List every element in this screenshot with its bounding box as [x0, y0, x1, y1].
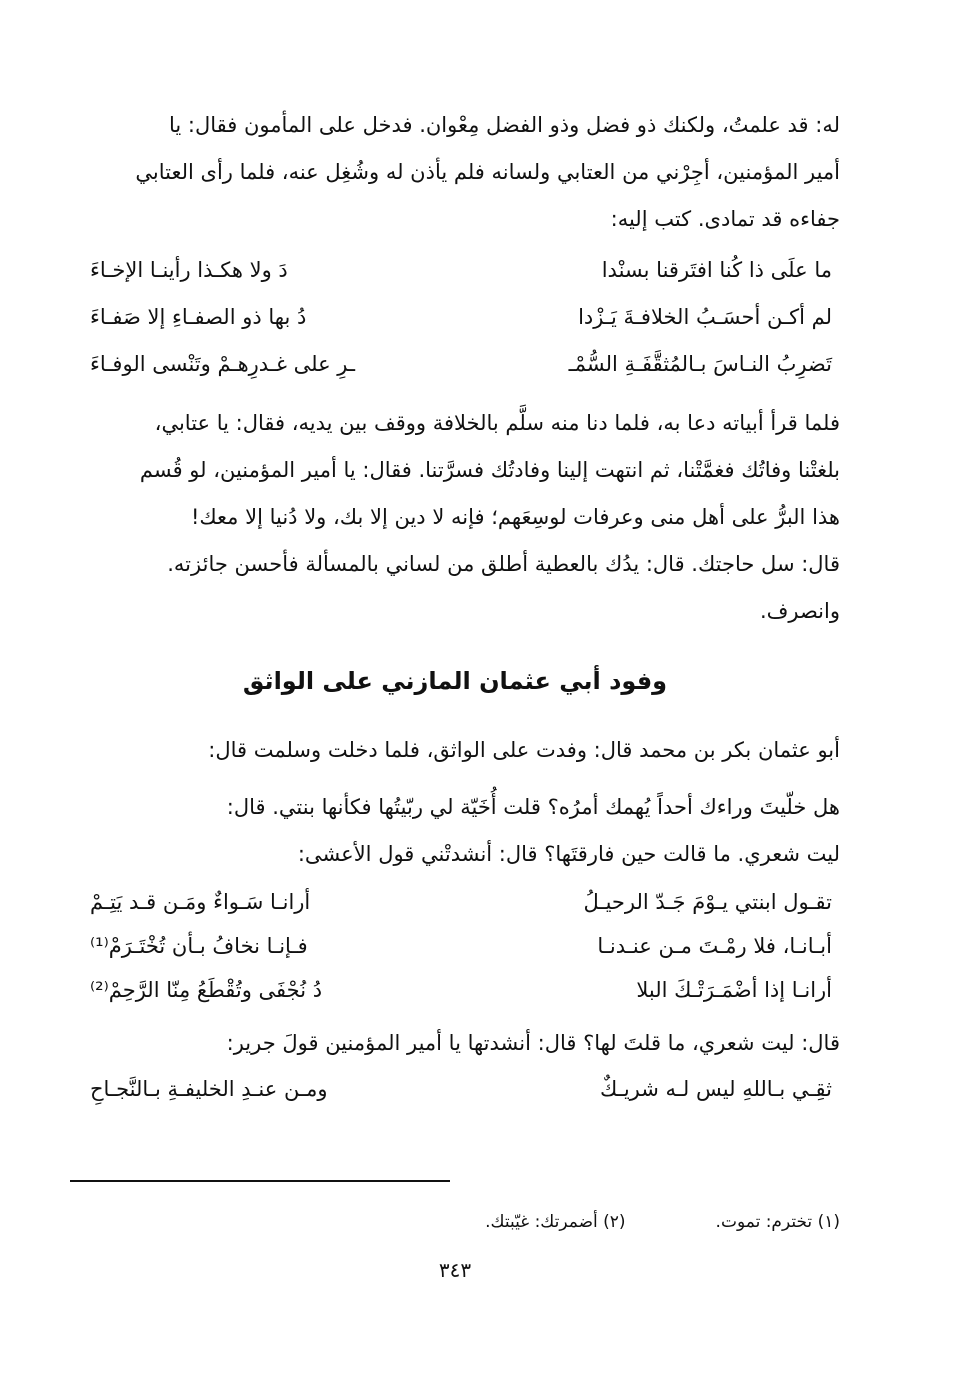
verse-second-hemistich: أرانـا سَـواءٌ ومَـن قـد يَتِـمْ — [90, 890, 311, 914]
text-line: أبو عثمان بكر بن محمد قال: وفدت على الواثق، فلما دخلت وسلمت قال: — [208, 738, 840, 762]
verse — [70, 880, 840, 924]
verse — [70, 968, 840, 1012]
paragraph-5 — [70, 1020, 840, 1067]
text-line: ليت شعري. ما قالت حين فارقتَها؟ قال: أنشدتْني قول الأعشى: — [297, 842, 840, 866]
verse-second-hemistich: ومـن عنـدِ الخليفـةِ بـالنَّجـاحِ — [90, 1077, 328, 1101]
poem-3 — [70, 1067, 840, 1111]
verse — [70, 1067, 840, 1111]
text-line: بلغتْنا وفاتُك فغمَّتْنا، ثم انتهت إلينا وفادتُك فسرَّتنا. فقال: يا أمير المؤمنين، لو قُسم — [139, 458, 840, 482]
verse-first-hemistich: ثقِـي بـاللهِ ليس لـه شريـكٌ — [599, 1077, 832, 1101]
text-line: له: قد علمتُ، ولكنك ذو فضل وذو الفضل مِعْوان. فدخل على المأمون فقال: يا — [168, 113, 840, 137]
text-line: فلما قرأ أبياته دعا به، فلما دنا منه سلَّم بالخلافة ووقف بين يديه، فقال: يا عتابي، — [154, 411, 840, 435]
paragraph-1 — [70, 102, 840, 243]
footnote-divider — [70, 1180, 450, 1182]
text-line: وانصرف. — [759, 599, 840, 623]
verse — [70, 247, 840, 294]
verse-first-hemistich: لم أكـن أحسَـبُ الخلافـةَ يَـزْدا — [578, 305, 832, 329]
text-line: قال: سل حاجتك. قال: يدُك بالعطية أطلق من لساني بالمسألة فأحسن جائزته. — [167, 552, 840, 576]
verse — [70, 341, 840, 388]
verse-second-hemistich: دَ ولا هكـذا رأينـا الإخـاءَ — [90, 258, 288, 282]
verse-first-hemistich: ما علَى ذا كُنا افتَرقنا بسنْدا — [601, 258, 832, 282]
footnote: (٢) أضمرتك: غيّبتك. — [485, 1212, 626, 1232]
paragraph-3 — [70, 727, 840, 774]
verse-first-hemistich: تقـول ابنتي يـوْمَ جَـدّ الرحيـلُ — [583, 890, 832, 914]
text-line: هذا البرُّ على أهل منى وعرفات لوسِعَهم؛ فإنه لا دين إلا بك، ولا دُنيا إلا معك! — [190, 505, 840, 529]
text-line: قال: ليت شعري، ما قلتَ لها؟ قال: أنشدتها يا أمير المؤمنين قولَ جرير: — [226, 1031, 840, 1055]
verse — [70, 294, 840, 341]
paragraph-2 — [70, 400, 840, 635]
text-line: أمير المؤمنين، أجِرْني من العتابي ولسانه فلم يأذن له وشُغِل عنه، فلما رأى العتابي — [135, 160, 840, 184]
section-heading: وفود أبي عثمان المازني على الواثق — [242, 667, 668, 695]
verse-second-hemistich: فـإنـا نخافُ بـأن تُخْتَـرَمْ⁽¹⁾ — [90, 934, 308, 958]
text-line: هل خلّيتَ وراءك أحداً يُهمك أمرُه؟ قلت أُخَيّة لي ربّيتُها فكأنها بنتي. قال: — [226, 795, 840, 819]
book-page — [70, 96, 840, 1316]
page-number: ٣٤٣ — [438, 1258, 472, 1282]
footnotes — [70, 1208, 840, 1236]
verse-second-hemistich: ـرِ على غـدرِهـمْ وتَنْسى الوفـاءَ — [90, 352, 356, 376]
poem-2 — [70, 880, 840, 1012]
verse-first-hemistich: تَضرِبُ النـاسَ بـالمُثقَّفَـةِ السُّمْـ — [568, 352, 832, 376]
paragraph-4 — [70, 784, 840, 878]
verse — [70, 924, 840, 968]
verse-second-hemistich: دُ نُجْفَى وتُقْطَعُ مِنّا الرَّحِمْ⁽²⁾ — [90, 978, 323, 1002]
poem-1 — [70, 247, 840, 388]
verse-first-hemistich: أبـانـا، فلا رمْـتَ مـن عنـدنـا — [597, 934, 832, 958]
text-line: جفاءه قد تمادى. كتب إليه: — [610, 207, 840, 231]
verse-second-hemistich: دُ بها ذو الصفـاءِ إلا صَفـاءَ — [90, 305, 307, 329]
footnote: (١) تخترم: تموت. — [715, 1212, 840, 1232]
verse-first-hemistich: أرانـا إذا أضْمَـرَتْـكَ البلا — [636, 978, 832, 1002]
